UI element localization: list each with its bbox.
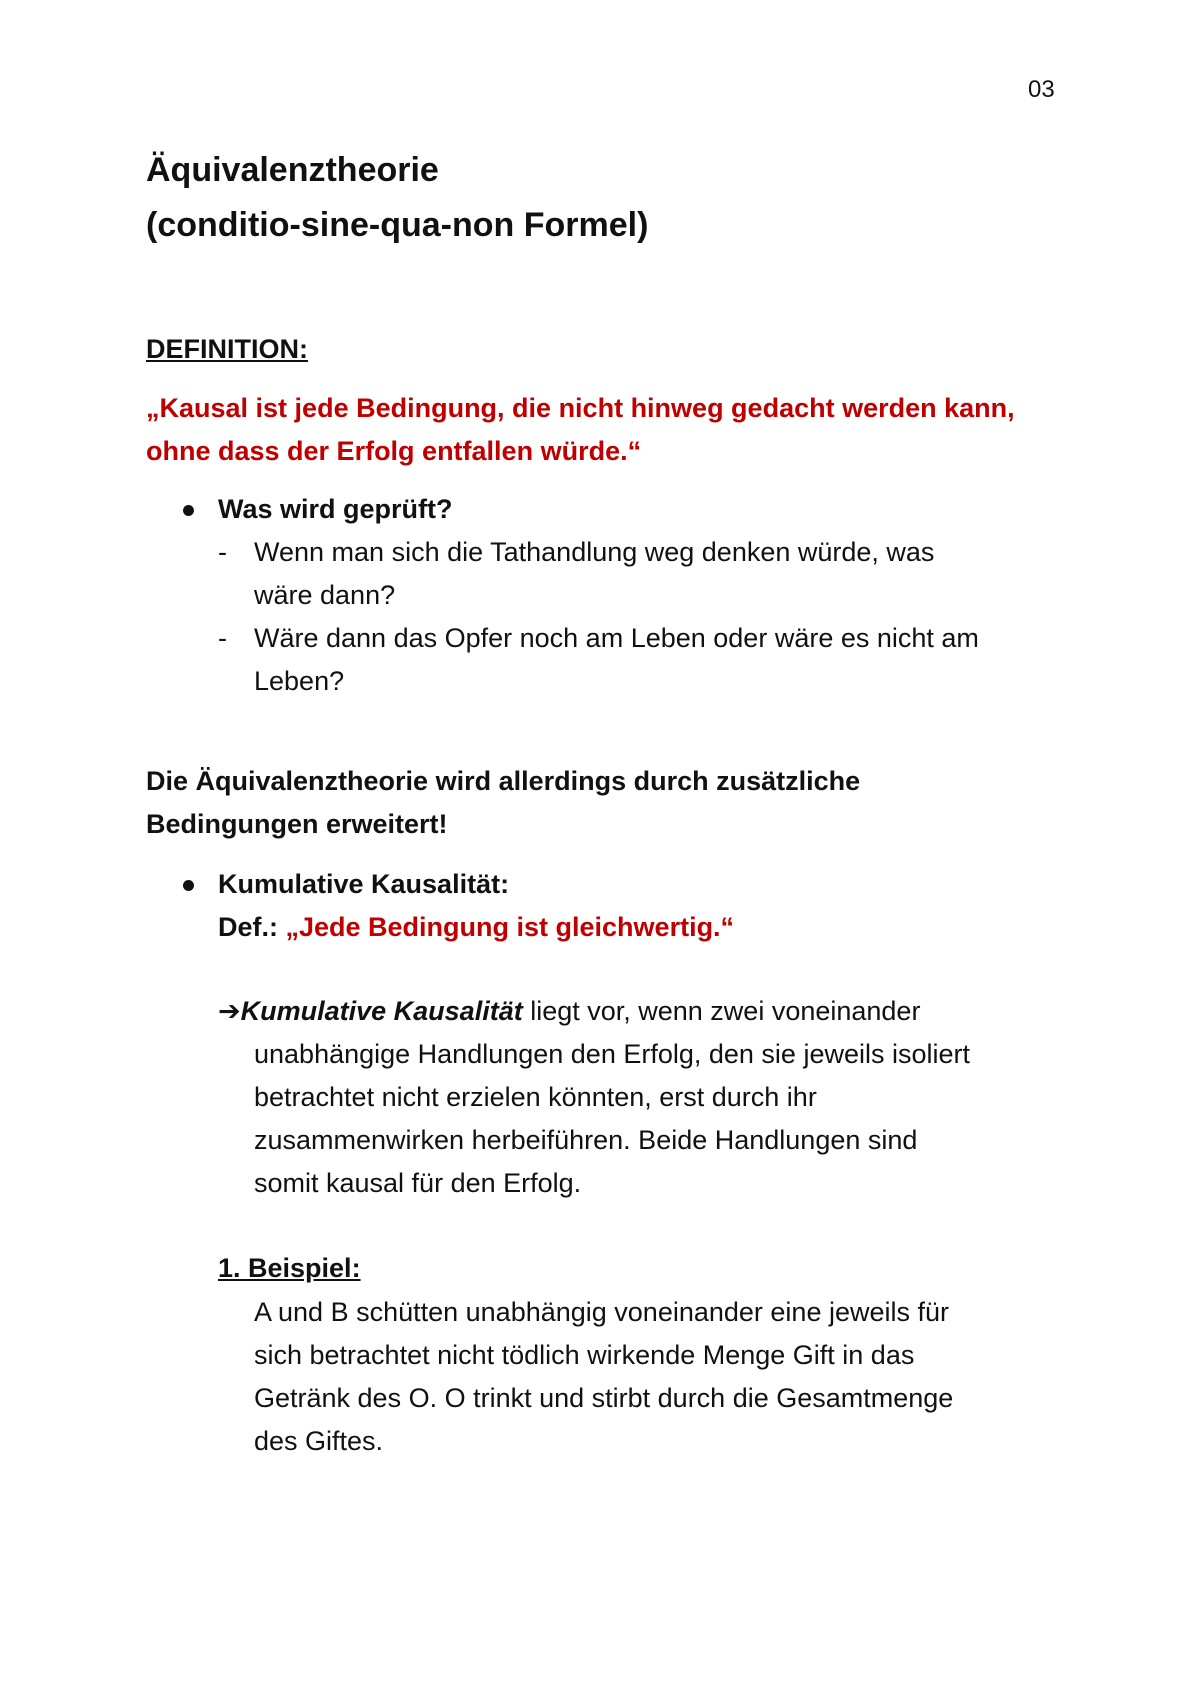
definition-heading: DEFINITION: — [146, 334, 308, 364]
example-heading: 1. Beispiel: — [218, 1253, 361, 1283]
cumulative-explanation-line-2: unabhängige Handlungen den Erfolg, den sie jeweils isoliert — [254, 1039, 970, 1069]
page-number: 03 — [1028, 76, 1055, 103]
title-line-2: (conditio-sine-qua-non Formel) — [146, 206, 649, 244]
def-quote: „Jede Bedingung ist gleichwertig.“ — [285, 912, 735, 942]
cumulative-explanation-line-1 — [218, 996, 920, 1027]
bullet-dot-icon — [183, 505, 194, 516]
extension-line-2: Bedingungen erweitert! — [146, 809, 448, 839]
example-line-4: des Giftes. — [254, 1426, 384, 1456]
cumulative-explanation-line-3: betrachtet nicht erzielen könnten, erst durch ihr — [254, 1082, 817, 1112]
cumulative-term: Kumulative Kausalität — [240, 996, 523, 1026]
explanation-rest: liegt vor, wenn zwei voneinander — [522, 996, 921, 1026]
check-item-1-line-2: wäre dann? — [254, 580, 396, 610]
cumulative-explanation-line-4: zusammenwirken herbeiführen. Beide Handlungen sind — [254, 1125, 918, 1155]
def-label: Def.: — [218, 912, 286, 942]
example-line-3: Getränk des O. O trinkt und stirbt durch die Gesamtmenge — [254, 1383, 954, 1413]
cumulative-explanation-line-5: somit kausal für den Erfolg. — [254, 1168, 582, 1198]
dash-marker: - — [218, 623, 227, 653]
example-line-2: sich betrachtet nicht tödlich wirkende Menge Gift in das — [254, 1340, 915, 1370]
extension-line-1: Die Äquivalenztheorie wird allerdings durch zusätzliche — [146, 766, 861, 796]
bullet-dot-icon — [183, 880, 194, 891]
title-line-1: Äquivalenztheorie — [146, 151, 439, 189]
check-item-1-line-1: Wenn man sich die Tathandlung weg denken würde, was — [254, 537, 935, 567]
arrow-right-icon: ➔ — [218, 996, 241, 1026]
definition-quote-line-1: „Kausal ist jede Bedingung, die nicht hinweg gedacht werden kann, — [146, 393, 1015, 423]
cumulative-bullet-text: Kumulative Kausalität: — [218, 869, 510, 899]
check-item-2-line-1: Wäre dann das Opfer noch am Leben oder wäre es nicht am — [254, 623, 979, 653]
definition-quote-line-2: ohne dass der Erfolg entfallen würde.“ — [146, 436, 642, 466]
dash-marker: - — [218, 537, 227, 567]
check-bullet-text: Was wird geprüft? — [218, 494, 453, 524]
cumulative-definition — [218, 912, 734, 943]
check-item-2-line-2: Leben? — [254, 666, 345, 696]
example-line-1: A und B schütten unabhängig voneinander eine jeweils für — [254, 1297, 949, 1327]
